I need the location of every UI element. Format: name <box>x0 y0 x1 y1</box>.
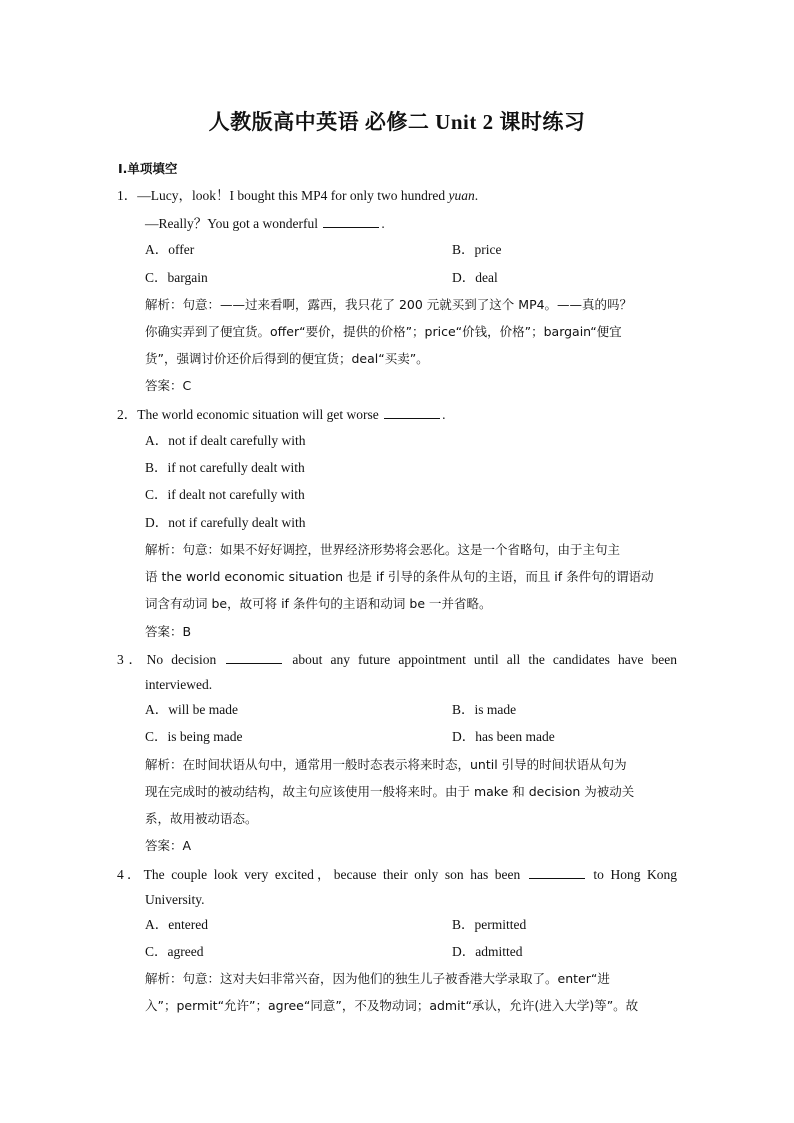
explanation-line: 解析：句意：这对夫妇非常兴奋，因为他们的独生儿子被香港大学录取了。enter“进 <box>145 971 610 986</box>
option-d: D．has been made <box>452 729 555 744</box>
question-3-stem <box>117 651 677 668</box>
question-4-stem-cont: University. <box>145 892 205 907</box>
option-b: B．price <box>452 242 502 257</box>
answer-line: 答案：A <box>145 838 192 853</box>
answer-blank <box>384 406 440 419</box>
option-a: A．entered <box>145 917 208 932</box>
answer-blank <box>323 215 379 228</box>
section-heading: Ⅰ.单项填空 <box>118 161 178 176</box>
option-c: C．is being made <box>145 729 243 744</box>
question-number: 4． <box>117 867 144 882</box>
explanation-line: 解析：句意：如果不好好调控，世界经济形势将会恶化。这是一个省略句，由于主句主 <box>145 542 621 557</box>
option-d: D．not if carefully dealt with <box>145 515 306 530</box>
explanation-line: 现在完成时的被动结构，故主句应该使用一般将来时。由于 make 和 decision 为被动关 <box>145 784 635 799</box>
answer-line: 答案：B <box>145 624 192 639</box>
stem-text: . <box>381 216 385 231</box>
stem-text: . <box>474 188 479 203</box>
question-1-reply <box>145 215 385 232</box>
explanation-line: 解析：句意：——过来看啊，露西，我只花了 200 元就买到了这个 MP4。——真的吗？ <box>145 297 633 312</box>
explanation-line: 你确实弄到了便宜货。offer“要价，提供的价格”；price“价钱，价格”；bargain“便宜 <box>145 324 622 339</box>
stem-text: The couple look very excited，because their only son has been <box>143 867 527 882</box>
answer-blank <box>226 651 282 664</box>
explanation-line: 入”；permit“允许”；agree“同意”，不及物动词；admit“承认，允许(进入大学)等”。故 <box>145 998 639 1013</box>
question-4-stem <box>117 866 677 883</box>
explanation-line: 语 the world economic situation 也是 if 引导的条件从句的主语，而且 if 条件句的谓语动 <box>145 569 654 584</box>
answer-line: 答案：C <box>145 378 192 393</box>
stem-italic: yuan <box>448 188 475 203</box>
option-a: A．not if dealt carefully with <box>145 433 306 448</box>
question-number: 3． <box>117 652 147 667</box>
option-b: B．if not carefully dealt with <box>145 460 305 475</box>
stem-text: No decision <box>146 652 225 667</box>
stem-text: —Really？You got a wonderful <box>145 216 322 231</box>
option-a: A．offer <box>145 242 195 257</box>
stem-text: to Hong Kong <box>586 867 678 882</box>
question-number: 1． <box>117 188 138 203</box>
option-a: A．will be made <box>145 702 238 717</box>
stem-text: The world economic situation will get worse <box>137 407 383 422</box>
explanation-line: 系，故用被动语态。 <box>145 811 258 826</box>
explanation-line: 货”，强调讨价还价后得到的便宜货；deal“买卖”。 <box>145 351 429 366</box>
explanation-line: 解析：在时间状语从句中，通常用一般时态表示将来时态，until 引导的时间状语从句为 <box>145 757 627 772</box>
question-number: 2． <box>117 407 138 422</box>
question-1-stem <box>117 188 478 204</box>
option-c: C．if dealt not carefully with <box>145 487 305 502</box>
stem-text: —Lucy，look！I bought this MP4 for only two hundred <box>137 188 449 203</box>
question-2-stem <box>117 406 445 423</box>
explanation-line: 词含有动词 be，故可将 if 条件句的主语和动词 be 一并省略。 <box>145 596 492 611</box>
option-c: C．bargain <box>145 270 208 285</box>
stem-text: . <box>442 407 446 422</box>
option-b: B．permitted <box>452 917 527 932</box>
option-d: D．admitted <box>452 944 523 959</box>
question-3-stem-cont: interviewed. <box>145 677 213 692</box>
option-c: C．agreed <box>145 944 204 959</box>
option-d: D．deal <box>452 270 498 285</box>
stem-text: about any future appointment until all the candidates have been <box>284 652 678 667</box>
answer-blank <box>529 866 585 879</box>
option-b: B．is made <box>452 702 517 717</box>
page-title: 人教版高中英语 必修二 Unit 2 课时练习 <box>208 110 586 134</box>
